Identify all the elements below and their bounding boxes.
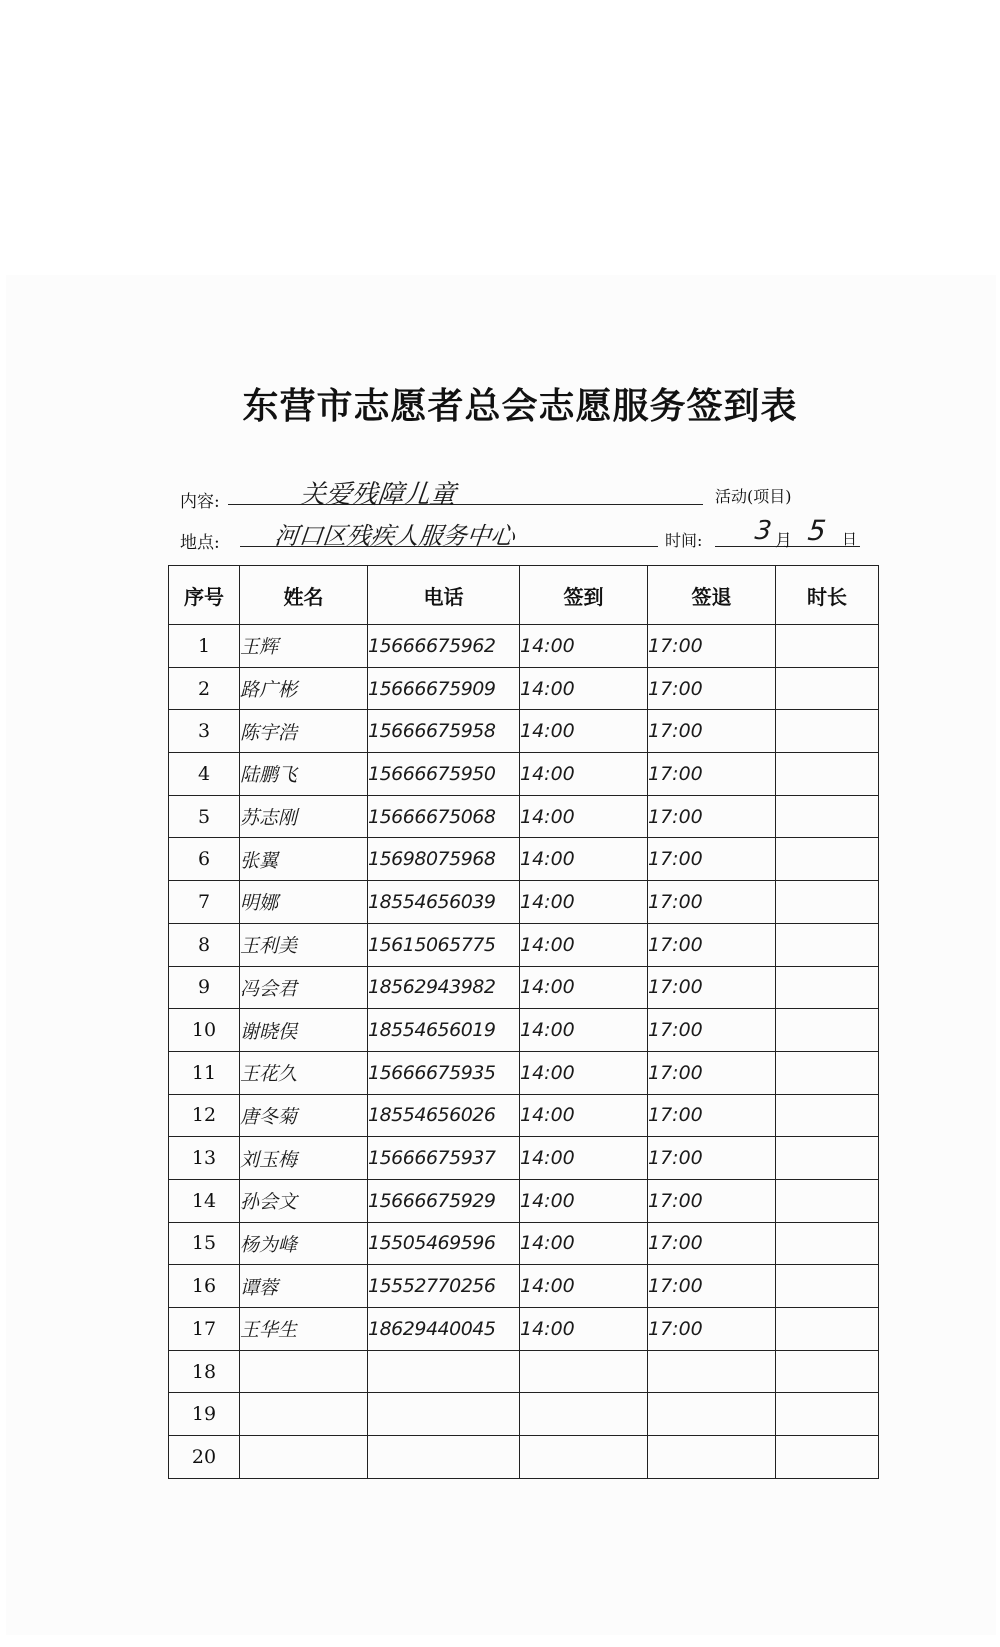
sign-out-time [648,1350,776,1393]
table-row [169,1094,879,1137]
sign-out-time: 17:00 [648,1137,776,1180]
duration-cell [776,838,879,881]
volunteer-phone: 15666675068 [368,795,520,838]
volunteer-phone: 15666675950 [368,753,520,796]
volunteer-phone [368,1393,520,1436]
table-row [169,710,879,753]
row-number: 13 [169,1137,240,1180]
volunteer-phone: 15666675962 [368,625,520,668]
table-row [169,1265,879,1308]
table-row [169,753,879,796]
sign-in-time: 14:00 [520,710,648,753]
sign-out-time: 17:00 [648,795,776,838]
table-row [169,1051,879,1094]
volunteer-phone: 15698075968 [368,838,520,881]
volunteer-name: 陈宇浩 [240,710,368,753]
volunteer-phone: 18554656019 [368,1009,520,1052]
duration-cell [776,710,879,753]
sign-in-time [520,1350,648,1393]
sign-out-time: 17:00 [648,838,776,881]
sign-out-time: 17:00 [648,1265,776,1308]
duration-cell [776,1051,879,1094]
duration-cell [776,1179,879,1222]
sign-in-time: 14:00 [520,1265,648,1308]
table-row [169,1308,879,1351]
sign-in-time: 14:00 [520,1179,648,1222]
header-no: 序号 [169,566,240,625]
sign-out-time: 17:00 [648,753,776,796]
volunteer-name: 张翼 [240,838,368,881]
table-row [169,1436,879,1479]
sign-out-time [648,1436,776,1479]
month-unit: 月 [775,531,792,551]
volunteer-name [240,1393,368,1436]
duration-cell [776,1265,879,1308]
sign-in-time: 14:00 [520,1051,648,1094]
sign-out-time: 17:00 [648,881,776,924]
table-row [169,923,879,966]
duration-cell [776,923,879,966]
row-number: 10 [169,1009,240,1052]
volunteer-name: 苏志刚 [240,795,368,838]
sign-out-time: 17:00 [648,667,776,710]
duration-cell [776,667,879,710]
sign-in-time: 14:00 [520,625,648,668]
row-number: 20 [169,1436,240,1479]
duration-cell [776,966,879,1009]
header-sign-out: 签退 [648,566,776,625]
volunteer-phone: 15666675909 [368,667,520,710]
volunteer-name: 王辉 [240,625,368,668]
day-value: 5 [806,514,828,547]
row-number: 18 [169,1350,240,1393]
table-row [169,1222,879,1265]
sign-out-time: 17:00 [648,710,776,753]
sign-in-time: 14:00 [520,838,648,881]
sign-out-time: 17:00 [648,1308,776,1351]
activity-label: 活动(项目) [715,487,792,506]
row-number: 15 [169,1222,240,1265]
row-number: 7 [169,881,240,924]
volunteer-name: 刘玉梅 [240,1137,368,1180]
duration-cell [776,1393,879,1436]
sign-in-table [168,565,879,1479]
sign-out-time: 17:00 [648,1051,776,1094]
table-row [169,1137,879,1180]
volunteer-name: 王花久 [240,1051,368,1094]
row-number: 16 [169,1265,240,1308]
row-number: 3 [169,710,240,753]
duration-cell [776,1094,879,1137]
volunteer-name: 路广彬 [240,667,368,710]
volunteer-phone [368,1350,520,1393]
table-row [169,1350,879,1393]
duration-cell [776,1436,879,1479]
duration-cell [776,1137,879,1180]
content-label: 内容: [180,492,220,512]
table-row [169,1393,879,1436]
volunteer-phone: 18554656039 [368,881,520,924]
volunteer-phone: 15666675929 [368,1179,520,1222]
sign-in-time: 14:00 [520,1222,648,1265]
row-number: 5 [169,795,240,838]
duration-cell [776,753,879,796]
day-unit: 日 [842,530,858,548]
duration-cell [776,881,879,924]
sign-in-time: 14:00 [520,881,648,924]
sign-in-time: 14:00 [520,1094,648,1137]
sign-out-time: 17:00 [648,923,776,966]
table-row [169,838,879,881]
table-header-row [169,566,879,625]
content-value: 关爱残障儿童 [298,480,458,510]
row-number: 1 [169,625,240,668]
row-number: 12 [169,1094,240,1137]
volunteer-name: 谭蓉 [240,1265,368,1308]
row-number: 2 [169,667,240,710]
table-row [169,667,879,710]
table-row [169,1009,879,1052]
row-number: 19 [169,1393,240,1436]
volunteer-name: 冯会君 [240,966,368,1009]
sign-in-time: 14:00 [520,1009,648,1052]
duration-cell [776,1350,879,1393]
sign-out-time: 17:00 [648,966,776,1009]
sign-out-time: 17:00 [648,1179,776,1222]
time-label: 时间: [665,531,703,550]
table-row [169,1179,879,1222]
duration-cell [776,1222,879,1265]
volunteer-name: 王利美 [240,923,368,966]
duration-cell [776,625,879,668]
sign-in-time [520,1436,648,1479]
volunteer-name: 陆鹏飞 [240,753,368,796]
row-number: 4 [169,753,240,796]
row-number: 14 [169,1179,240,1222]
volunteer-name [240,1350,368,1393]
sign-out-time: 17:00 [648,625,776,668]
sign-out-time: 17:00 [648,1094,776,1137]
volunteer-name: 明娜 [240,881,368,924]
table-row [169,795,879,838]
volunteer-name: 杨为峰 [240,1222,368,1265]
sign-in-time: 14:00 [520,923,648,966]
volunteer-phone [368,1436,520,1479]
sign-in-time [520,1393,648,1436]
volunteer-phone: 15666675958 [368,710,520,753]
sign-out-time: 17:00 [648,1009,776,1052]
row-number: 8 [169,923,240,966]
volunteer-phone: 18629440045 [368,1308,520,1351]
table-row [169,881,879,924]
row-number: 6 [169,838,240,881]
volunteer-phone: 18554656026 [368,1094,520,1137]
row-number: 9 [169,966,240,1009]
table-row [169,625,879,668]
table-row [169,966,879,1009]
header-sign-in: 签到 [520,566,648,625]
volunteer-phone: 15552770256 [368,1265,520,1308]
duration-cell [776,795,879,838]
volunteer-name [240,1436,368,1479]
month-value: 3 [753,516,774,546]
sign-in-time: 14:00 [520,795,648,838]
sign-in-time: 14:00 [520,1308,648,1351]
header-duration: 时长 [776,566,879,625]
volunteer-phone: 15615065775 [368,923,520,966]
volunteer-name: 孙会文 [240,1179,368,1222]
page-title: 东营市志愿者总会志愿服务签到表 [242,385,798,427]
volunteer-phone: 15666675935 [368,1051,520,1094]
volunteer-phone: 18562943982 [368,966,520,1009]
volunteer-name: 谢晓俣 [240,1009,368,1052]
volunteer-name: 王华生 [240,1308,368,1351]
sign-in-time: 14:00 [520,1137,648,1180]
duration-cell [776,1308,879,1351]
sign-in-time: 14:00 [520,966,648,1009]
sign-in-time: 14:00 [520,667,648,710]
sign-in-time: 14:00 [520,753,648,796]
sign-out-time [648,1393,776,1436]
header-phone: 电话 [368,566,520,625]
duration-cell [776,1009,879,1052]
volunteer-name: 唐冬菊 [240,1094,368,1137]
sign-out-time: 17:00 [648,1222,776,1265]
header-name: 姓名 [240,566,368,625]
location-label: 地点: [180,533,220,553]
volunteer-phone: 15666675937 [368,1137,520,1180]
volunteer-phone: 15505469596 [368,1222,520,1265]
row-number: 11 [169,1051,240,1094]
location-value: 河口区残疾人服务中心 [273,522,517,550]
row-number: 17 [169,1308,240,1351]
